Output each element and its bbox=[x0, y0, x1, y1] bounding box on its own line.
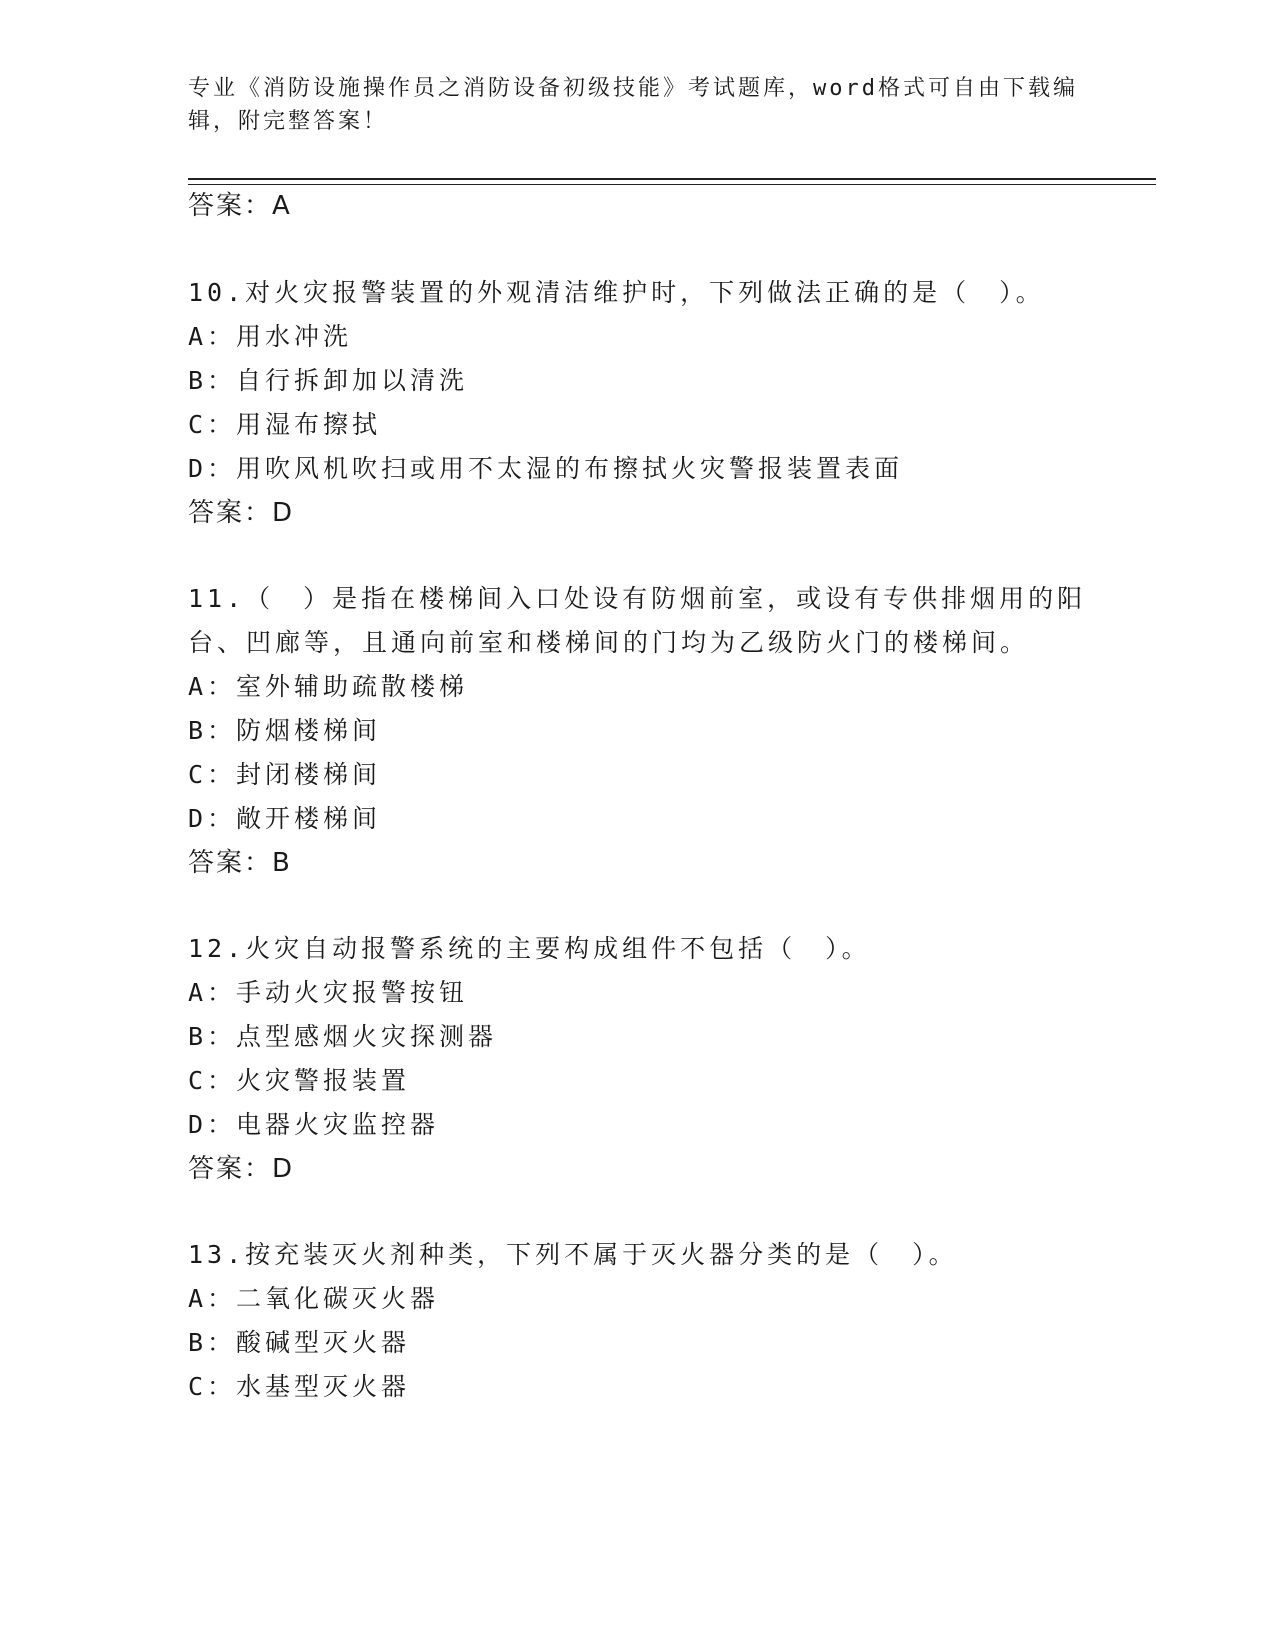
option-a: A：二氧化碳灭火器 bbox=[188, 1284, 440, 1313]
document-header bbox=[188, 72, 1088, 138]
option-c: C：封闭楼梯间 bbox=[188, 760, 382, 789]
answer-text: 答案：B bbox=[188, 848, 292, 878]
option-a: A：室外辅助疏散楼梯 bbox=[188, 672, 469, 701]
answer-text: 答案：D bbox=[188, 498, 295, 528]
option-d: D：电器火灾监控器 bbox=[188, 1110, 440, 1139]
header-divider-thick bbox=[188, 178, 1156, 180]
question-stem: 13.按充装灭火剂种类，下列不属于灭火器分类的是（ ）。 bbox=[188, 1240, 958, 1269]
question-stem: 12.火灾自动报警系统的主要构成组件不包括（ ）。 bbox=[188, 934, 871, 963]
question-stem-line-1: 11.（ ）是指在楼梯间入口处设有防烟前室，或设有专供排烟用的阳 bbox=[188, 584, 1087, 613]
question-stem: 10.对火灾报警装置的外观清洁维护时，下列做法正确的是（ ）。 bbox=[188, 278, 1045, 307]
question-stem-line-2: 台、凹廊等，且通向前室和楼梯间的门均为乙级防火门的楼梯间。 bbox=[188, 628, 1030, 657]
option-a: A：用水冲洗 bbox=[188, 322, 353, 351]
option-c: C：水基型灭火器 bbox=[188, 1372, 411, 1401]
option-b: B：防烟楼梯间 bbox=[188, 716, 382, 745]
answer-text: 答案：D bbox=[188, 1154, 295, 1184]
option-b: B：酸碱型灭火器 bbox=[188, 1328, 411, 1357]
option-a: A：手动火灾报警按钮 bbox=[188, 978, 469, 1007]
option-c: C：用湿布擦拭 bbox=[188, 410, 382, 439]
header-divider-thin bbox=[188, 184, 1156, 185]
header-line-2: 辑，附完整答案！ bbox=[188, 109, 389, 134]
option-d: D：用吹风机吹扫或用不太湿的布擦拭火灾警报装置表面 bbox=[188, 454, 904, 483]
option-b: B：自行拆卸加以清洗 bbox=[188, 366, 469, 395]
option-d: D：敞开楼梯间 bbox=[188, 804, 382, 833]
header-line-1: 专业《消防设施操作员之消防设备初级技能》考试题库，word格式可自由下载编 bbox=[188, 76, 1078, 101]
option-b: B：点型感烟火灾探测器 bbox=[188, 1022, 498, 1051]
answer-text: 答案：A bbox=[188, 191, 292, 221]
option-c: C：火灾警报装置 bbox=[188, 1066, 411, 1095]
